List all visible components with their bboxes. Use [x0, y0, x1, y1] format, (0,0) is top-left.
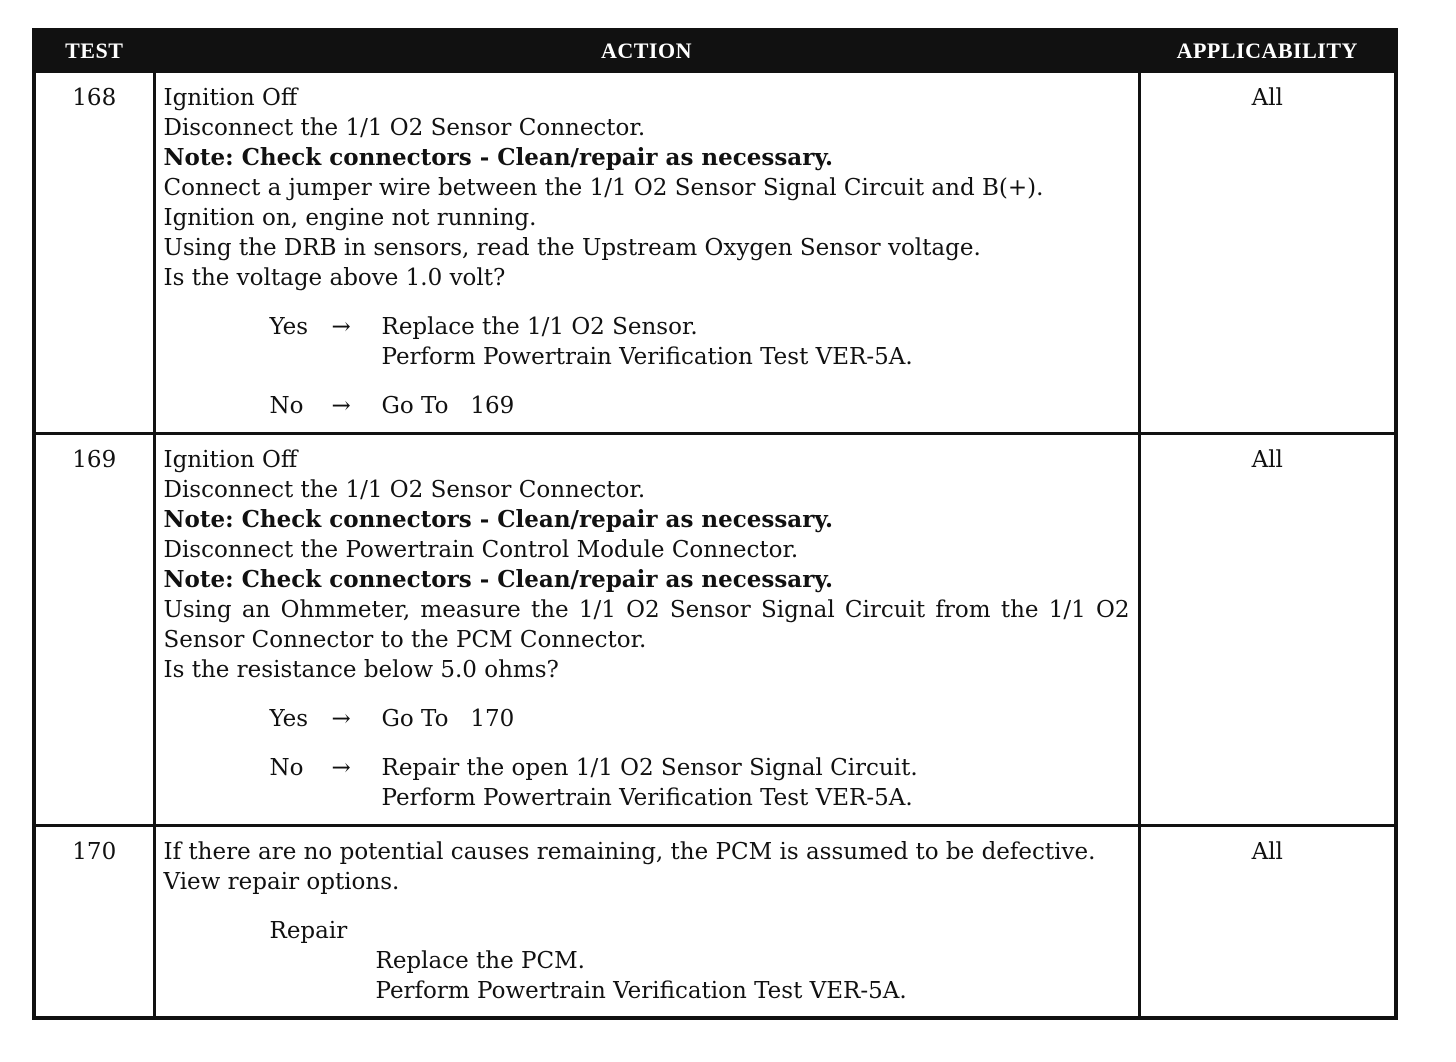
response-result	[382, 391, 1130, 421]
repair-label: Repair	[269, 918, 348, 944]
response-label: No	[269, 393, 304, 419]
response-no	[270, 753, 1130, 813]
action-line: Ignition Off	[163, 447, 298, 473]
response-result	[382, 753, 1130, 813]
result-line: Perform Powertrain Verification Test VER-5A.	[375, 978, 907, 1004]
applicability-value: All	[1139, 434, 1396, 826]
goto-link[interactable]: Go To 170	[381, 706, 515, 732]
header-test: TEST	[34, 30, 154, 72]
right-arrow-icon: →	[331, 393, 351, 419]
result-line: Replace the 1/1 O2 Sensor.	[381, 314, 698, 340]
test-number: 168	[34, 72, 154, 434]
table-header	[34, 30, 1396, 72]
test-number: 169	[34, 434, 154, 826]
result-line: Repair the open 1/1 O2 Sensor Signal Circuit.	[381, 755, 918, 781]
response-label: No	[269, 755, 304, 781]
question-line: Is the resistance below 5.0 ohms?	[163, 657, 559, 683]
note-line: Note: Check connectors - Clean/repair as necessary.	[163, 144, 834, 171]
repair-result	[376, 946, 1130, 1006]
action-line: View repair options.	[163, 869, 400, 895]
action-line: If there are no potential causes remaining, the PCM is assumed to be defective.	[163, 839, 1096, 865]
note-line: Note: Check connectors - Clean/repair as necessary.	[163, 506, 834, 533]
response-yes	[270, 312, 1130, 372]
right-arrow-icon: →	[331, 755, 351, 781]
goto-link[interactable]: Go To 169	[381, 393, 515, 419]
test-number: 170	[34, 826, 154, 1018]
response-label: Yes	[269, 706, 309, 732]
right-arrow-icon: →	[331, 706, 351, 732]
question-line: Is the voltage above 1.0 volt?	[163, 265, 506, 291]
response-yes	[270, 704, 1130, 734]
header-applicability: APPLICABILITY	[1139, 30, 1396, 72]
table-row	[34, 434, 1396, 826]
response-no	[270, 391, 1130, 421]
table-row	[34, 72, 1396, 434]
action-line: Disconnect the Powertrain Control Module Connector.	[163, 537, 799, 563]
table-row	[34, 826, 1396, 1018]
right-arrow-icon: →	[331, 314, 351, 340]
action-line: Using an Ohmmeter, measure the 1/1 O2 Sensor Signal Circuit from the 1/1 O2 Sensor Connector to the PCM Connector.	[163, 597, 1130, 653]
header-action: ACTION	[154, 30, 1139, 72]
repair-options	[270, 916, 1130, 1006]
action-line: Disconnect the 1/1 O2 Sensor Connector.	[163, 477, 646, 503]
action-cell	[154, 434, 1139, 826]
response-label: Yes	[269, 314, 309, 340]
action-cell	[154, 72, 1139, 434]
action-line: Using the DRB in sensors, read the Upstream Oxygen Sensor voltage.	[163, 235, 981, 261]
action-line: Ignition Off	[163, 85, 298, 111]
note-line: Note: Check connectors - Clean/repair as necessary.	[163, 566, 834, 593]
diagnostic-test-table	[32, 28, 1398, 1020]
action-line: Disconnect the 1/1 O2 Sensor Connector.	[163, 115, 646, 141]
result-line: Perform Powertrain Verification Test VER-5A.	[381, 785, 913, 811]
result-line: Perform Powertrain Verification Test VER-5A.	[381, 344, 913, 370]
applicability-value: All	[1139, 826, 1396, 1018]
applicability-value: All	[1139, 72, 1396, 434]
action-cell	[154, 826, 1139, 1018]
result-line: Replace the PCM.	[375, 948, 585, 974]
diagnostic-test-table-container	[32, 28, 1394, 1020]
action-line: Ignition on, engine not running.	[163, 205, 537, 231]
response-result	[382, 704, 1130, 734]
action-line: Connect a jumper wire between the 1/1 O2 Sensor Signal Circuit and B(+).	[163, 175, 1044, 201]
response-result	[382, 312, 1130, 372]
